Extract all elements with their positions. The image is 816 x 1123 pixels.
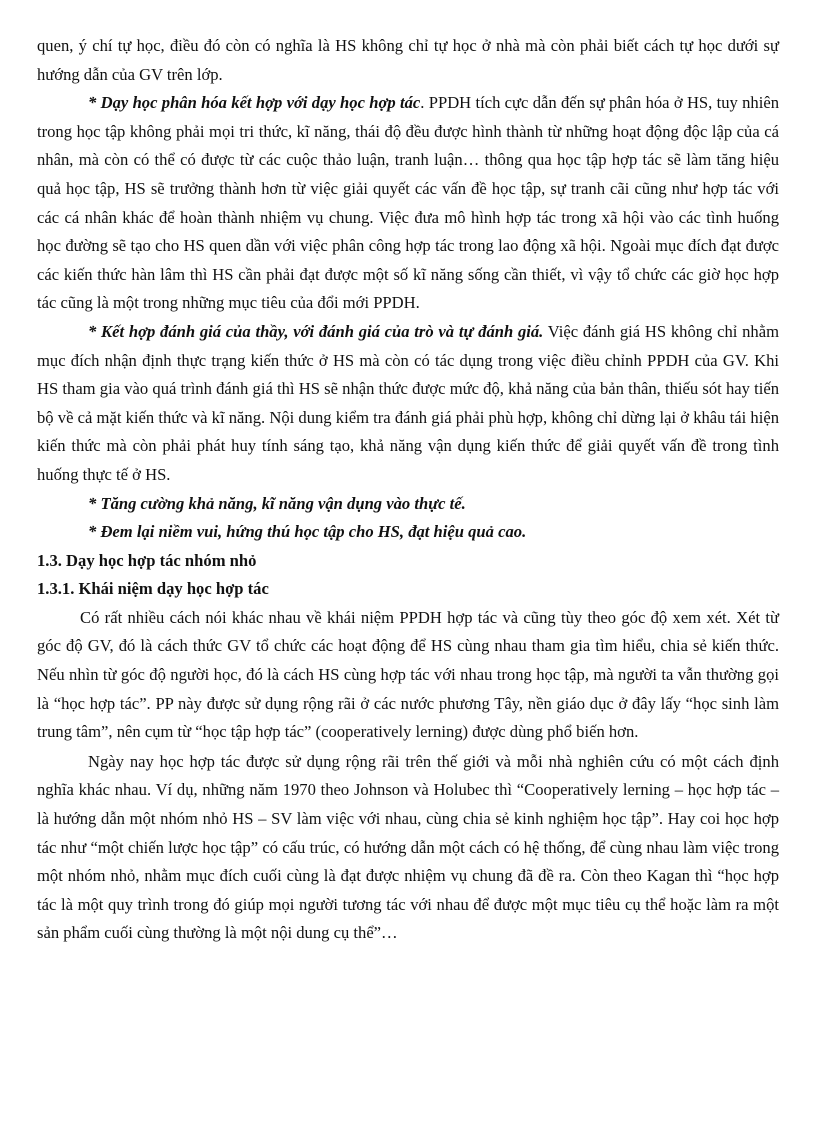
section-heading-small-group: 1.3. Dạy học hợp tác nhóm nhỏ xyxy=(37,550,257,570)
bullet-heading-differentiated: * Dạy học phân hóa kết hợp với dạy học hợp tác xyxy=(88,93,421,113)
subsection-heading-concept: 1.3.1. Khái niệm dạy học hợp tác xyxy=(37,579,269,599)
paragraph-concept: Có rất nhiều cách nói khác nhau về khái niệm PPDH hợp tác và cũng tùy theo góc độ xem xét. Xét từ góc độ GV, đó là cách thức GV tổ chức các hoạt động để HS cùng nhau tham gia tìm hiểu, chia sẻ kiến thức. Nếu nhìn từ góc độ người học, đó là cách HS cùng hợp tác với nhau trong học tập, mà người ta vẫn thường gọi là “học hợp tác”. PP này được sử dụng rộng rãi ở các nước phương Tây, nền giáo dục ở đây lấy “học sinh làm trung tâm”, nên cụm từ “học tập hợp tác” (cooperatively lerning) được dùng phổ biến hơn. xyxy=(37,607,779,742)
bullet-practical-skills: * Tăng cường khả năng, kĩ năng vận dụng vào thực tế. xyxy=(88,493,466,513)
document-page xyxy=(37,32,779,948)
paragraph-differentiated-learning xyxy=(37,89,779,318)
paragraph-differentiated-body: . PPDH tích cực dẫn đến sự phân hóa ở HS, tuy nhiên trong học tập không phải mọi tri thức, kĩ năng, thái độ đều được hình thành từ những hoạt động độc lập của cá nhân, mà còn có thể có được từ các cuộc thảo luận, tranh luận… thông qua học tập hợp tác sẽ làm tăng hiệu quả học tập, HS sẽ trưởng thành hơn từ việc giải quyết các vấn đề học tập, sự tranh cãi cũng như hợp tác với các cá nhân khác để hoàn thành nhiệm vụ chung. Việc đưa mô hình hợp tác trong xã hội vào các tình huống học đường sẽ tạo cho HS quen dần với việc phân công hợp tác trong lao động xã hội. Ngoài mục đích đạt được các kiến thức hàn lâm thì HS cần phải đạt được một số kĩ năng sống cần thiết, vì vậy tổ chức các giờ học hợp tác cũng là một trong những mục tiêu của đổi mới PPDH. xyxy=(37,93,779,313)
bullet-joy-of-learning: * Đem lại niềm vui, hứng thú học tập cho HS, đạt hiệu quả cao. xyxy=(88,522,527,542)
bullet-heading-assessment: * Kết hợp đánh giá của thầy, với đánh giá của trò và tự đánh giá. xyxy=(88,321,544,341)
paragraph-definitions: Ngày nay học hợp tác được sử dụng rộng rãi trên thế giới và mỗi nhà nghiên cứu có một cách định nghĩa khác nhau. Ví dụ, những năm 1970 theo Johnson và Holubec thì “Cooperatively lerning – học hợp tác – là hướng dẫn một nhóm nhỏ HS – SV làm việc với nhau, cùng chia sẻ kinh nghiệm học tập”. Hay coi học hợp tác như “một chiến lược học tập” có cấu trúc, có hướng dẫn một cách có hệ thống, để cùng nhau làm việc trong một nhóm nhỏ, nhằm mục đích cuối cùng là đạt được nhiệm vụ chung đã đề ra. Còn theo Kagan thì “học hợp tác là một quy trình trong đó giúp mọi người tương tác với nhau để được một mục tiêu cụ thể hoặc làm ra một sản phẩm cuối cùng thường là một nội dung cụ thể”… xyxy=(37,751,779,943)
paragraph-assessment xyxy=(37,318,779,490)
paragraph-assessment-body: Việc đánh giá HS không chỉ nhằm mục đích nhận định thực trạng kiến thức ở HS mà còn có tác dụng trong việc điều chỉnh PPDH của GV. Khi HS tham gia vào quá trình đánh giá thì HS sẽ nhận thức được mức độ, khả năng của bản thân, thiếu sót hay tiến bộ về cả mặt kiến thức và kĩ năng. Nội dung kiểm tra đánh giá phải phù hợp, không chỉ dừng lại ở khâu tái hiện kiến thức mà còn phải phát huy tính sáng tạo, khả năng vận dụng kiến thức để giải quyết vấn đề trong tình huống thực tế ở HS. xyxy=(37,321,779,484)
paragraph-self-study: quen, ý chí tự học, điều đó còn có nghĩa là HS không chỉ tự học ở nhà mà còn phải biết cách tự học dưới sự hướng dẫn của GV trên lớp. xyxy=(37,36,779,84)
